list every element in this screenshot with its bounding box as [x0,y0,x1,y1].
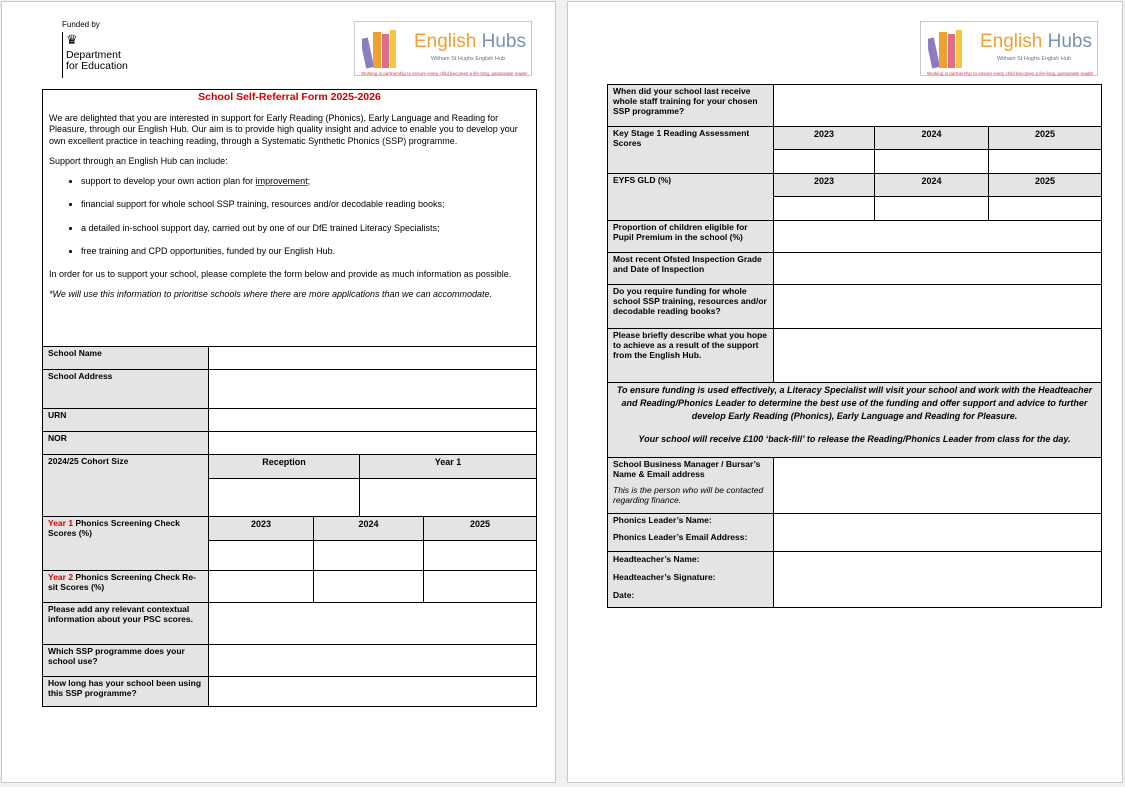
y2-psc-label [42,570,209,603]
ks1-2025-field[interactable] [988,149,1102,174]
business-manager-field[interactable] [773,457,1102,514]
y2-prefix: Year 2 [48,572,74,582]
school-name-label: School Name [42,346,209,370]
bullet-underlined-text: improvement; [255,175,311,186]
psc-context-label: Please add any relevant contextual information about your PSC scores. [42,602,209,645]
pupil-premium-label: Proportion of children eligible for Pupil Premium in the school (%) [607,220,774,253]
y2-2023-field[interactable] [208,570,314,603]
ks1-header-2025: 2025 [988,126,1102,150]
books-icon [928,28,964,70]
y1-header-2024: 2024 [313,516,424,541]
books-icon [362,28,398,70]
ssp-duration-field[interactable] [208,676,537,707]
y1-header-2025: 2025 [423,516,537,541]
priority-note: *We will use this information to prioritise schools where there are more applications than we can accommodate. [49,289,493,299]
nor-field[interactable] [208,431,537,455]
year1-cohort-field[interactable] [359,478,537,517]
hub-name-english: English [414,31,477,52]
completion-paragraph: In order for us to support your school, please complete the form below and provide as much information as possible. [49,268,512,279]
english-hubs-logo [354,21,532,76]
hub-name [980,31,1092,53]
phonics-leader-field[interactable] [773,513,1102,552]
list-item [81,176,530,188]
eyfs-2025-field[interactable] [988,196,1102,221]
urn-field[interactable] [208,408,537,432]
cohort-size-label: 2024/25 Cohort Size [42,454,209,517]
hub-name [414,31,526,53]
list-item: • financial support for whole school SSP training, resources and/or decodable reading books; [81,199,530,211]
year1-header: Year 1 [359,454,537,479]
funding-field[interactable] [773,284,1102,329]
date-label: Date: [613,590,635,600]
nor-label: NOR [42,431,209,455]
bullet-text: support to develop your own action plan for [81,175,256,186]
phonics-email-label: Phonics Leader’s Email Address: [613,532,748,542]
reception-header: Reception [208,454,360,479]
hub-tagline: Working in partnership to ensure every child becomes a life-long, passionate reader [361,71,528,76]
ks1-header-2023: 2023 [773,126,875,150]
y2-2025-field[interactable] [423,570,537,603]
y1-label-text: Phonics Screening Check Scores (%) [48,518,180,538]
support-intro: Support through an English Hub can include: [49,156,228,166]
ks1-2023-field[interactable] [773,149,875,174]
hub-subtitle: Witham St Hughs English Hub [997,56,1071,62]
eyfs-2023-field[interactable] [773,196,875,221]
ks1-header-2024: 2024 [874,126,989,150]
last-training-field[interactable] [773,84,1102,127]
dfe-name [66,50,156,72]
royal-crest-icon: ♛ [66,32,78,47]
funding-banner [607,382,1102,458]
hope-label: Please briefly describe what you hope to achieve as a result of the support from the English Hub. [607,328,774,383]
dfe-logo [62,20,152,80]
y1-2024-field[interactable] [313,540,424,571]
school-name-field[interactable] [208,346,537,370]
hope-field[interactable] [773,328,1102,383]
ofsted-field[interactable] [773,252,1102,285]
support-list [49,176,530,258]
list-item: • a detailed in-school support day, carried out by one of our DfE trained Literacy Specialists; [81,223,530,235]
head-name-label: Headteacher’s Name: [613,554,700,564]
intro-paragraph: We are delighted that you are interested in support for Early Reading (Phonics), Early Language and Reading for Pleasure, through our English Hub. Our aim is to provide high quality insight and advice to enable you to develop your own excellent practice in teaching reading, through a Systematic Synthetic Phonics (SSP) programme. [49,112,518,146]
list-item: • free training and CPD opportunities, funded by our English Hub. [81,246,530,258]
hub-name-hubs: Hubs [481,31,526,52]
ks1-2024-field[interactable] [874,149,989,174]
headteacher-label [607,551,774,608]
pupil-premium-field[interactable] [773,220,1102,253]
school-address-field[interactable] [208,369,537,409]
business-manager-text: School Business Manager / Bursar’s Name & Email address [613,459,761,479]
ks1-label: Key Stage 1 Reading Assessment Scores [607,126,774,174]
y1-psc-label [42,516,209,571]
page-one [1,1,556,783]
funding-label: Do you require funding for whole school SSP training, resources and/or decodable reading books? [607,284,774,329]
ssp-programme-field[interactable] [208,644,537,677]
ssp-duration-label: How long has your school been using this SSP programme? [42,676,209,707]
page-two [567,1,1123,783]
eyfs-header-2023: 2023 [773,173,875,197]
eyfs-header-2024: 2024 [874,173,989,197]
banner-text-1: To ensure funding is used effectively, a Literacy Specialist will visit your school and work with the Headteacher and Reading/Phonics Leader to determine the best use of the funding and offer support and advice to further develop Early Reading (Phonics), Early Language and Reading for Pleasure. [616,385,1093,421]
psc-context-field[interactable] [208,602,537,645]
y1-header-2023: 2023 [208,516,314,541]
english-hubs-logo [920,21,1098,76]
ssp-programme-label: Which SSP programme does your school use? [42,644,209,677]
reception-cohort-field[interactable] [208,478,360,517]
business-manager-label [607,457,774,514]
phonics-leader-label [607,513,774,552]
last-training-label: When did your school last receive whole staff training for your chosen SSP programme? [607,84,774,127]
eyfs-label: EYFS GLD (%) [607,173,774,221]
head-signature-label: Headteacher’s Signature: [613,572,716,582]
phonics-name-label: Phonics Leader’s Name: [613,515,712,525]
ofsted-label: Most recent Ofsted Inspection Grade and Date of Inspection [607,252,774,285]
y2-2024-field[interactable] [313,570,424,603]
hub-subtitle: Witham St Hughs English Hub [431,56,505,62]
hub-name-hubs: Hubs [1047,31,1092,52]
y2-label-text: Phonics Screening Check Re-sit Scores (%) [48,572,196,592]
business-manager-note: This is the person who will be contacted regarding finance. [613,485,764,505]
intro-box [42,89,537,347]
y1-prefix: Year 1 [48,518,74,528]
y1-2025-field[interactable] [423,540,537,571]
logo-divider [62,32,63,78]
hub-name-english: English [980,31,1043,52]
dfe-name-line2: for Education [66,60,128,72]
urn-label: URN [42,408,209,432]
eyfs-2024-field[interactable] [874,196,989,221]
dfe-name-line1: Department [66,49,121,61]
banner-text-2: Your school will receive £100 ‘back-fill’ to release the Reading/Phonics Leader from class for the day. [638,434,1071,444]
form-title: School Self-Referral Form 2025-2026 [198,91,381,103]
headteacher-field[interactable] [773,551,1102,608]
y1-2023-field[interactable] [208,540,314,571]
funded-by-label: Funded by [62,20,100,29]
eyfs-header-2025: 2025 [988,173,1102,197]
hub-tagline: Working in partnership to ensure every child becomes a life-long, passionate reader [927,71,1094,76]
school-address-label: School Address [42,369,209,409]
